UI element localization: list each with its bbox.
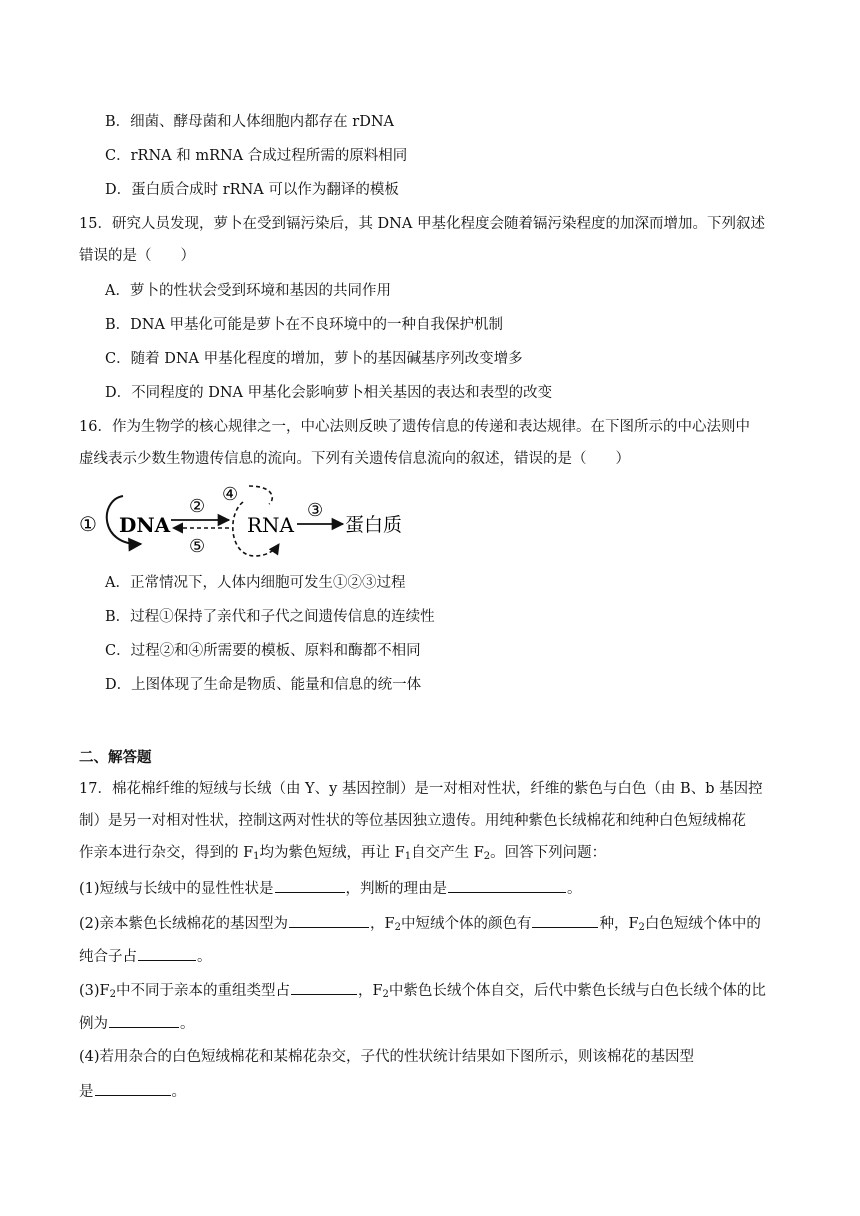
q17-line3-part-c: 自交产生 F [411,845,484,861]
q17-p1-text-b: ，判断的理由是 [345,881,448,897]
q17-p2-text-f: 纯合子占 [79,949,137,965]
q15-option-d: D．不同程度的 DNA 甲基化会影响萝卜相关基因的表达和表型的改变 [105,385,553,401]
answer-blank-8[interactable] [95,1080,171,1096]
q16-stem-line1: 16．作为生物学的核心规律之一，中心法则反映了遗传信息的传递和表达规律。在下图所示的中心法则中 [79,419,750,435]
q17-stem-line2: 制）是另一对相对性状，控制这两对性状的等位基因独立遗传。用纯种紫色长绒棉花和纯种白色短绒棉花 [79,813,746,829]
q17-part-4-line1: (4)若用杂合的白色短绒棉花和某棉花杂交，子代的性状统计结果如下图所示，则该棉花的基因型 [79,1049,695,1065]
answer-blank-2[interactable] [448,877,566,893]
q14-option-b: B．细菌、酵母菌和人体细胞内都存在 rDNA [105,114,394,130]
label-process-1: ① [79,512,97,536]
q17-p2-sub-1: 2 [394,922,401,933]
protein-label: 蛋白质 [345,514,403,536]
q17-part-3-line2 [79,1012,195,1034]
rna-label: RNA [247,513,295,537]
q17-p3-text-a: (3)F [79,983,110,999]
q17-line3-part-b: 均为紫色短绒，再让 F [259,845,405,861]
q17-part-1 [79,877,582,899]
q15-option-a: A．萝卜的性状会受到环境和基因的共同作用 [105,283,391,299]
section-title: 二、解答题 [79,749,152,766]
q17-part-2-line2 [79,945,212,967]
q17-p2-text-c: 中短绒个体的颜色有 [400,916,532,932]
q17-line3-sub-3: 2 [483,851,491,862]
q16-option-d: D．上图体现了生命是物质、能量和信息的统一体 [105,677,422,693]
q17-p2-text-b: ，F [370,916,395,932]
q17-part-3-line1 [79,979,766,1001]
answer-blank-4[interactable] [532,912,598,928]
label-process-2: ② [189,496,206,517]
q17-part-2-line1 [79,912,761,934]
q17-p4-text-c: 。 [171,1084,186,1100]
label-process-3: ③ [307,500,324,521]
q15-option-c: C．随着 DNA 甲基化程度的增加，萝卜的基因碱基序列改变增多 [105,351,523,367]
q15-stem-line2: 错误的是（ ） [79,248,195,264]
q17-stem-line3 [79,843,606,863]
label-process-4: ④ [222,484,239,505]
q16-option-c: C．过程②和④所需要的模板、原料和酶都不相同 [105,643,421,659]
q17-p3-text-c: ，F [357,983,383,999]
q14-option-d: D．蛋白质合成时 rRNA 可以作为翻译的模板 [105,182,399,198]
q17-line3-sub-2: 1 [404,851,412,862]
q17-p3-text-e: 例为 [79,1016,108,1032]
q17-p3-text-d: 中紫色长绒个体自交，后代中紫色长绒与白色长绒个体的比 [388,983,766,999]
q17-stem-line1: 17．棉花棉纤维的短绒与长绒（由 Y、y 基因控制）是一对相对性状，纤维的紫色与白色（由 B、b 基因控 [79,781,763,797]
q17-p1-text-a: (1)短绒与长绒中的显性性状是 [79,881,274,897]
q16-option-b: B．过程①保持了亲代和子代之间遗传信息的连续性 [105,609,435,625]
answer-blank-7[interactable] [109,1012,179,1028]
q17-line3-part-d: 。回答下列问题： [490,845,607,861]
q15-option-b: B．DNA 甲基化可能是萝卜在不良环境中的一种自我保护机制 [105,317,504,333]
dna-label: DNA [119,513,171,537]
q17-p2-text-e: 白色短绒个体中的 [644,916,761,932]
answer-blank-5[interactable] [138,945,196,961]
q17-p3-text-b: 中不同于亲本的重组类型占 [115,983,290,999]
q17-line3-sub-1: 1 [253,851,260,862]
answer-blank-1[interactable] [275,877,345,893]
q17-p2-text-g: 。 [197,949,212,965]
label-process-5: ⑤ [189,536,206,557]
answer-blank-6[interactable] [291,979,357,995]
q14-option-c: C．rRNA 和 mRNA 合成过程所需的原料相同 [105,148,408,164]
q17-p3-text-f: 。 [180,1016,195,1032]
q17-p3-sub-1: 2 [109,989,116,1000]
central-dogma-diagram [79,480,419,562]
q16-option-a: A．正常情况下，人体内细胞可发生①②③过程 [105,575,406,591]
q16-stem-line2: 虚线表示少数生物遗传信息的流向。下列有关遗传信息流向的叙述，错误的是（ ） [79,451,630,467]
q17-p2-text-a: (2)亲本紫色长绒棉花的基因型为 [79,916,289,932]
q17-p2-text-d: 种，F [599,916,639,932]
answer-blank-3[interactable] [289,912,369,928]
q17-p1-text-c: 。 [567,881,582,897]
q17-p4-text-b: 是 [79,1084,94,1100]
q15-stem-line1: 15．研究人员发现，萝卜在受到镉污染后，其 DNA 甲基化程度会随着镉污染程度的加深而增加。下列叙述 [79,216,765,232]
q17-p3-sub-2: 2 [382,989,389,1000]
q17-line3-part-a: 作亲本进行杂交，得到的 F [79,845,254,861]
q17-p2-sub-2: 2 [638,922,645,933]
q17-part-4-line2 [79,1080,186,1102]
